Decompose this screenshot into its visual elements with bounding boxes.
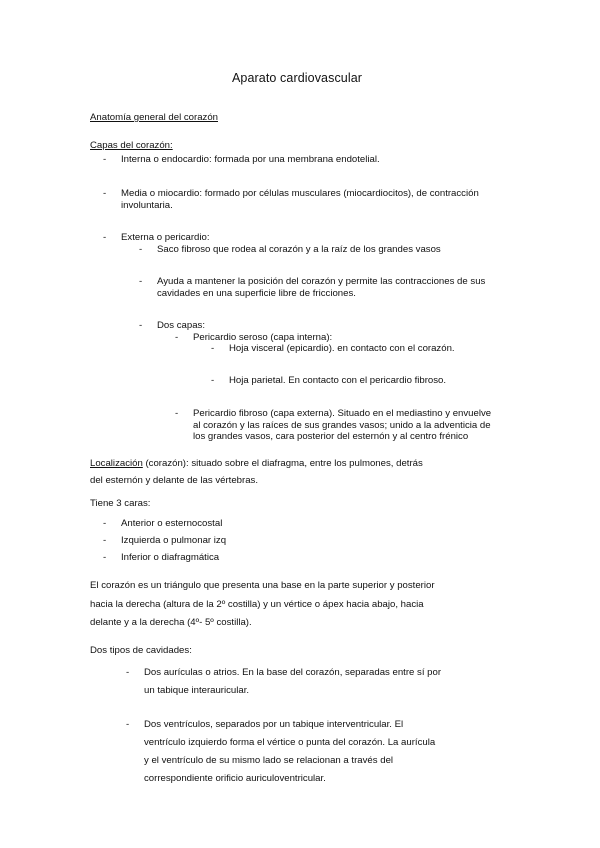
bullet-dash: - [139,276,143,287]
localizacion-label: Localización [90,458,143,469]
bullet-dash: - [126,667,130,678]
triangulo-line2: hacia la derecha (altura de la 2º costilla) y un vértice o ápex hacia abajo, hacia [90,599,424,610]
cara-anterior: Anterior o esternocostal [121,518,223,529]
bullet-dash: - [126,719,130,730]
auriculas-line2: un tabique interauricular. [144,685,250,696]
capa-externa: Externa o pericardio: [121,232,210,243]
bullet-dash: - [103,188,107,199]
capa-media-line1: Media o miocardio: formado por células musculares (miocardiocitos), de contracción [121,188,479,199]
pericardio-fibroso-line1: Pericardio fibroso (capa externa). Situado en el mediastino y envuelve [193,408,492,419]
localizacion-line2: del esternón y delante de las vértebras. [90,475,258,486]
triangulo-line3: delante y a la derecha (4º- 5º costilla). [90,617,252,628]
pericardio-ayuda-line2: cavidades en una superficie libre de fricciones. [157,288,356,299]
pericardio-fibroso-line3: los grandes vasos, cara posterior del esternón y al centro frénico [193,431,469,442]
cara-izquierda: Izquierda o pulmonar izq [121,535,227,546]
bullet-dash: - [103,535,107,546]
capas-heading: Capas del corazón: [90,140,173,151]
ventriculos-line2: ventrículo izquierdo forma el vértice o punta del corazón. La aurícula [144,737,436,748]
bullet-dash: - [103,518,107,529]
bullet-dash: - [103,552,107,563]
localizacion-text: (corazón): situado sobre el diafragma, entre los pulmones, detrás [142,458,423,469]
capa-media-line2: involuntaria. [121,200,173,211]
pericardio-ayuda-line1: Ayuda a mantener la posición del corazón y permite las contracciones de sus [157,276,486,287]
caras-intro: Tiene 3 caras: [90,498,151,509]
capa-interna: Interna o endocardio: formada por una membrana endotelial. [121,154,380,165]
bullet-dash: - [103,154,107,165]
bullet-dash: - [175,408,179,419]
bullet-dash: - [211,343,215,354]
ventriculos-line3: y el ventrículo de su mismo lado se relacionan a través del [144,755,394,766]
bullet-dash: - [175,332,179,343]
page-title: Aparato cardiovascular [232,71,363,85]
triangulo-line1: El corazón es un triángulo que presenta una base en la parte superior y posterior [90,580,435,591]
pericardio-seroso: Pericardio seroso (capa interna): [193,332,333,343]
localizacion-line1 [90,458,423,470]
hoja-visceral: Hoja visceral (epicardio). en contacto con el corazón. [229,343,455,354]
cara-inferior: Inferior o diafragmática [121,552,220,563]
cavidades-intro: Dos tipos de cavidades: [90,645,192,656]
bullet-dash: - [103,232,107,243]
hoja-parietal: Hoja parietal. En contacto con el pericardio fibroso. [229,375,447,386]
pericardio-fibroso-line2: al corazón y las raíces de sus grandes vasos; unido a la adventicia de [193,420,491,431]
pericardio-saco: Saco fibroso que rodea al corazón y a la raíz de los grandes vasos [157,244,441,255]
bullet-dash: - [139,320,143,331]
ventriculos-line1: Dos ventrículos, separados por un tabique interventricular. El [144,719,404,730]
bullet-dash: - [211,375,215,386]
pericardio-dos-capas: Dos capas: [157,320,205,331]
bullet-dash: - [139,244,143,255]
auriculas-line1: Dos aurículas o atrios. En la base del corazón, separadas entre sí por [144,667,442,678]
section-heading: Anatomía general del corazón [90,112,218,123]
ventriculos-line4: correspondiente orificio auriculoventricular. [144,773,326,784]
